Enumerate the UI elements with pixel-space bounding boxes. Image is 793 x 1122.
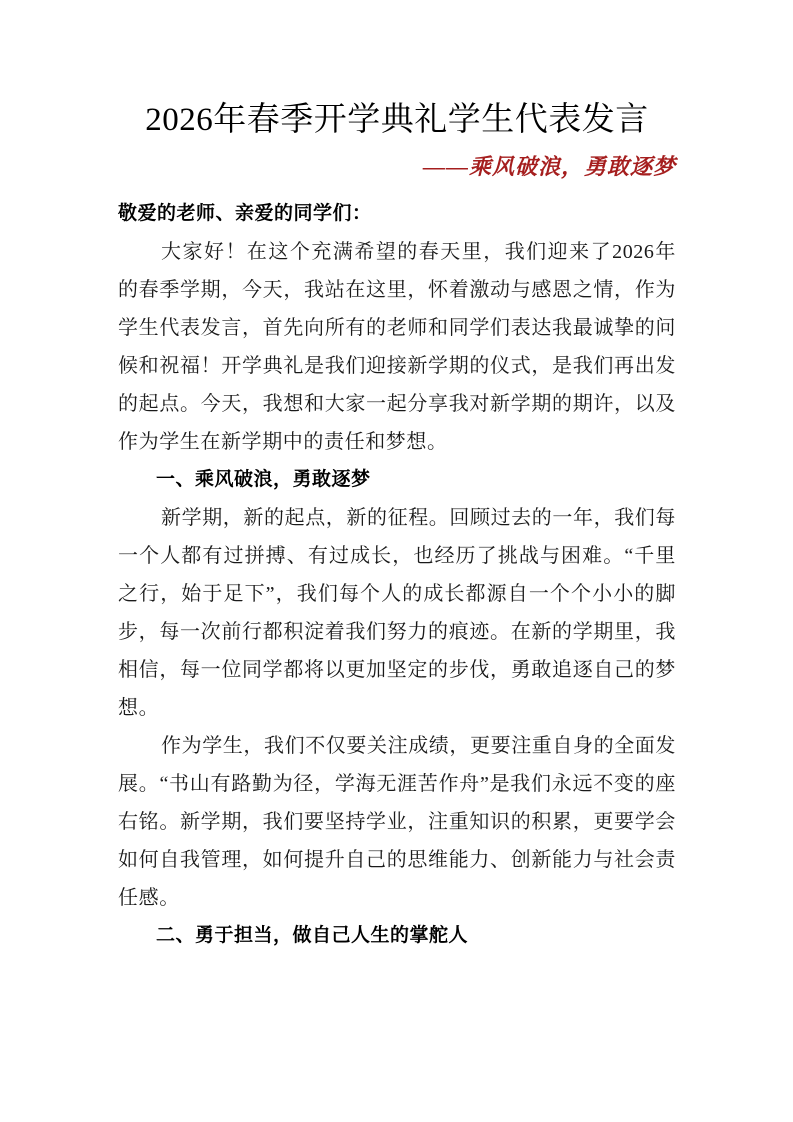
paragraph-one-b: 作为学生，我们不仅要关注成绩，更要注重自身的全面发展。“书山有路勤为径，学海无涯苦作舟”是我们永远不变的座右铭。新学期，我们要坚持学业，注重知识的积累，更要学会如何自我管理，如何提升自己的思维能力、创新能力与社会责任感。 — [118, 735, 676, 909]
page-title: 2026年春季开学典礼学生代表发言 — [145, 102, 649, 138]
salutation-line: 敬爱的老师、亲爱的同学们： — [118, 203, 372, 224]
subtitle-salutation-spacer — [118, 186, 676, 195]
document-subtitle: ——乘风破浪，勇敢逐梦 — [422, 154, 676, 179]
top-margin-spacer — [118, 0, 676, 98]
paragraph-one-a: 新学期，新的起点，新的征程。回顾过去的一年，我们每一个人都有过拼搏、有过成长，也经历了挑战与困难。“千里之行，始于足下”，我们每个人的成长都源自一个个小小的脚步，每一次前行都积淀着我们努力的痕迹。在新的学期里，我相信，每一位同学都将以更加坚定的步伐，勇敢追逐自己的梦想。 — [118, 507, 676, 719]
paragraph-opening: 大家好！在这个充满希望的春天里，我们迎来了2026年的春季学期，今天，我站在这里，怀着激动与感恩之情，作为学生代表发言，首先向所有的老师和同学们表达我最诚挚的问候和祝福！开学典礼是我们迎接新学期的仪式，是我们再出发的起点。今天，我想和大家一起分享我对新学期的期许，以及作为学生在新学期中的责任和梦想。 — [118, 241, 676, 453]
section-heading-two: 二、勇于担当，做自己人生的掌舵人 — [156, 925, 469, 946]
section-heading-one: 一、乘风破浪，勇敢逐梦 — [156, 469, 371, 490]
document-content-column — [118, 0, 676, 955]
